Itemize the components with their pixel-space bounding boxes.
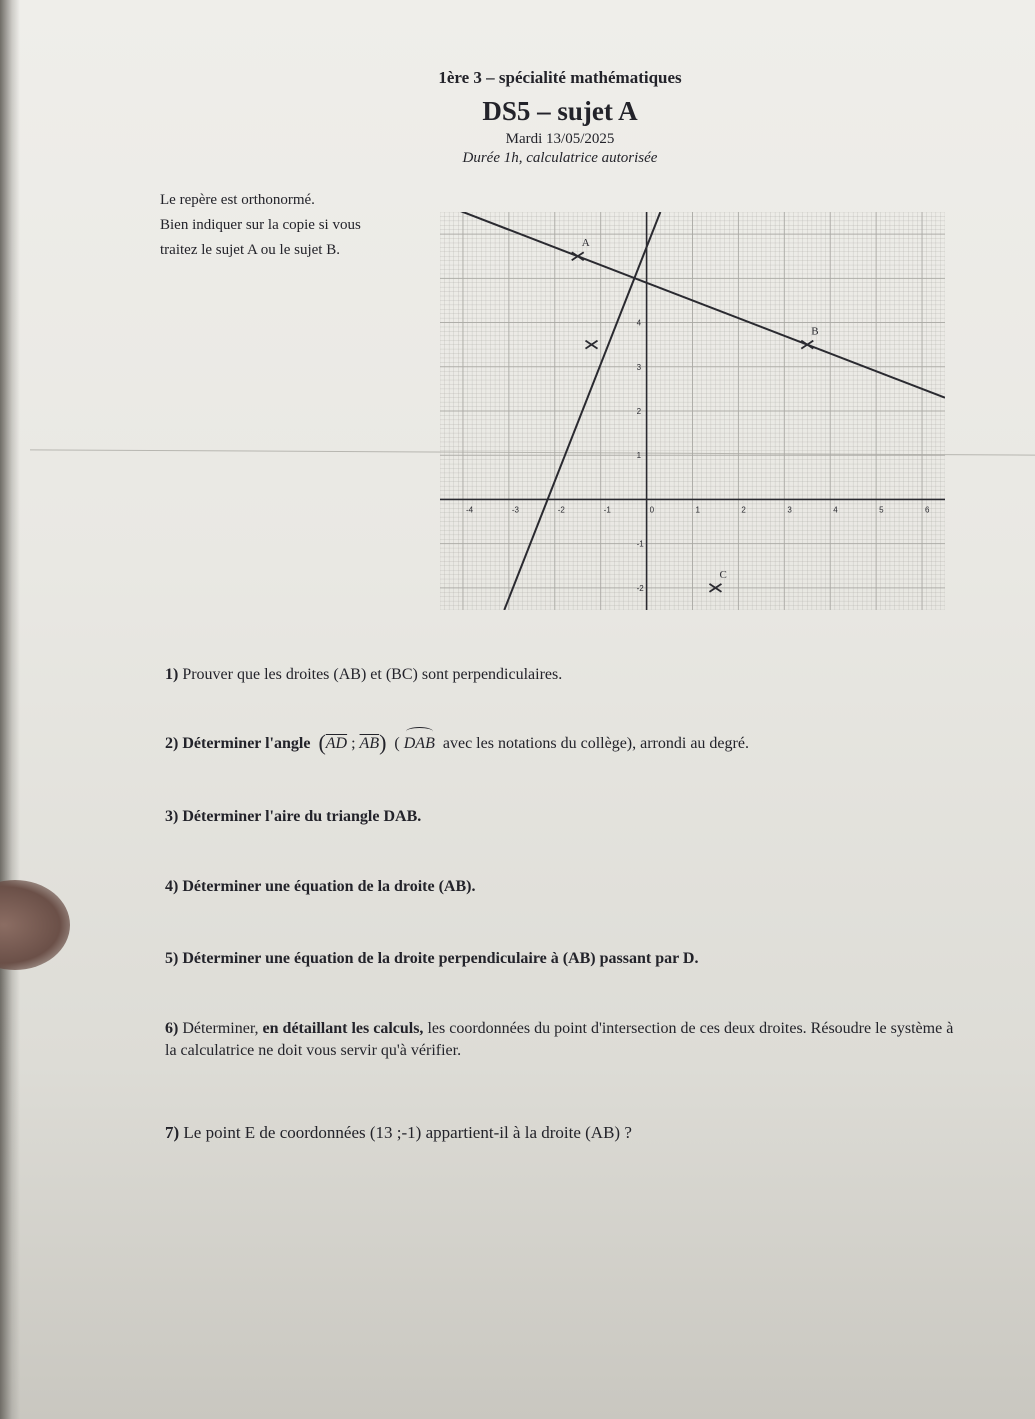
graph-grid [440,212,945,610]
question-number: 6) [165,1020,179,1037]
x-tick-label: 1 [695,505,700,515]
question-text: Le point E de coordonnées (13 ;-1) appartient-il à la droite (AB) ? [183,1123,632,1142]
y-tick-label: -2 [636,583,644,593]
question-number: 3) [165,808,179,825]
graph-points [572,237,819,592]
question-text-end: avec les notations du collège), arrondi au degré. [442,735,749,752]
question-4 [165,876,965,898]
question-text: Déterminer une équation de la droite (AB). [182,878,476,895]
page-shadow [0,0,20,1419]
exam-title: DS5 – sujet A [482,96,638,126]
question-text: Prouver que les droites (AB) et (BC) sont perpendiculaires. [182,666,563,683]
vector-ab: $\overline{AB}$ [359,735,380,752]
instruction-line: Le repère est orthonormé. [160,192,315,208]
question-number: 7) [165,1123,180,1142]
question-number: 5) [165,950,179,967]
x-tick-label: -1 [603,505,611,515]
point-label-a: A [581,237,590,250]
point-label-c: C [719,568,727,581]
x-tick-label: 4 [833,505,838,515]
question-2: 2) Déterminer l'angle ($\overline{AD}$ ; $\overline{AB}$) ( DAB avec les notations du collège), arrondi au degré. [165,730,749,755]
question-5 [165,948,965,970]
x-tick-label: 2 [741,505,746,515]
y-tick-label: 3 [636,362,642,372]
question-1 [165,664,965,686]
question-text: Déterminer l'aire du triangle DAB. [182,808,422,825]
y-tick-label: 4 [636,318,642,328]
question-number: 1) [165,666,179,683]
question-7 [165,1122,965,1144]
x-tick-label: -2 [557,505,565,515]
paren-open: ( [394,735,400,752]
x-tick-label: -3 [511,505,519,515]
x-tick-label: -4 [465,505,474,515]
y-tick-label: 2 [636,407,642,416]
angle-dab: DAB [404,733,435,755]
point-label-b: B [811,325,819,338]
question-emphasis: en détaillant les calculs, [262,1020,424,1037]
question-text: Déterminer une équation de la droite perpendiculaire à (AB) passant par D. [182,950,699,967]
x-tick-label: 5 [879,505,884,515]
question-number: 4) [165,878,179,895]
x-tick-label: 6 [925,505,930,515]
instructions [160,188,450,263]
instruction-line: traitez le sujet A ou le sujet B. [160,242,340,258]
exam-date: Mardi 13/05/2025 [505,131,615,147]
question-text-end: les coordonnées du point d'intersection de ces deux droites. Résoudre le système à la calculatrice ne doit vous servir qu'à vérifier. [165,1020,954,1059]
question-text: Déterminer l'angle [182,735,311,752]
vector-separator: ; [351,735,356,752]
exam-duration: Durée 1h, calculatrice autorisée [462,150,658,166]
instruction-line: Bien indiquer sur la copie si vous [160,217,361,233]
x-tick-label: 3 [787,505,792,515]
finger-shadow [0,880,70,970]
y-tick-label: 1 [636,451,642,461]
question-number: 2) [165,735,179,752]
coordinate-graph [440,212,945,610]
exam-header [300,68,820,167]
question-text: Déterminer, [182,1020,259,1037]
question-3 [165,806,965,828]
class-label: 1ère 3 – spécialité mathématiques [438,68,682,87]
question-6 [165,1018,965,1062]
vector-ad: $\overline{AD}$ [325,735,348,752]
y-tick-label: -1 [636,539,644,549]
x-tick-label: 0 [649,505,655,515]
